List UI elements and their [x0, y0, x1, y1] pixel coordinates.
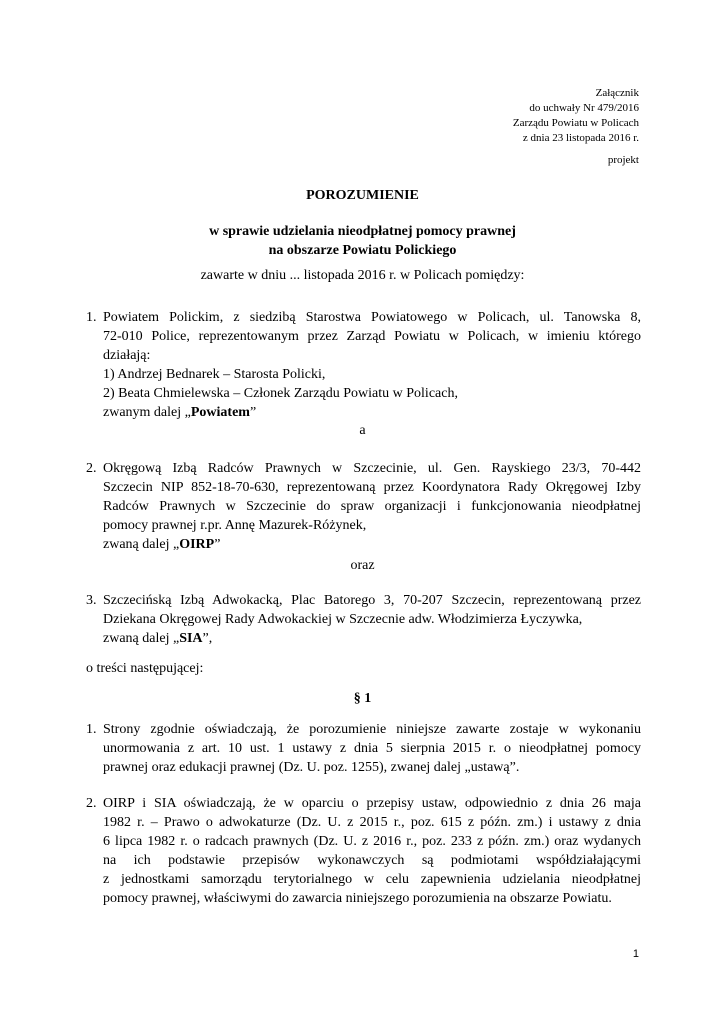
item-2-number: 2. [86, 796, 97, 811]
document-subtitle [0, 222, 725, 260]
representative-1: 1) Andrzej Bednarek – Starosta Policki, [103, 367, 326, 382]
agreement-intro: zawarte w dniu ... listopada 2016 r. w Policach pomiędzy: [200, 268, 525, 283]
item-2-line: z jednostkami samorządu terytorialnego w celu zapewnienia udzielania nieodpłatnej [103, 872, 641, 887]
item-2-line: pomocy prawnej, właściwymi do zawarcia niniejszego porozumienia na obszarze Powiatu. [103, 891, 612, 906]
separator-a: a [359, 423, 366, 438]
party-1-line: działają: [103, 348, 151, 363]
party-2 [86, 459, 641, 554]
draft-label: projekt [607, 154, 639, 166]
party-2-alias: zwaną dalej „OIRP” [103, 537, 221, 552]
party-3-alias: zwaną dalej „SIA”, [103, 631, 213, 646]
party-3-line: Dziekana Okręgowej Rady Adwokackiej w Szczecnie adw. Włodzimierza Łyczywka, [103, 612, 583, 627]
party-2-line: Radców Prawnych w Szczecinie do spraw organizacji i funkcjonowania nieodpłatnej [103, 499, 641, 514]
content-intro: o treści następującej: [86, 661, 204, 676]
annex-header [513, 86, 639, 146]
representative-2: 2) Beata Chmielewska – Członek Zarządu Powiatu w Policach, [103, 386, 458, 401]
party-3-line: Szczecińską Izbą Adwokacką, Plac Batorego 3, 70-207 Szczecin, reprezentowaną przez [103, 593, 641, 608]
item-1-line: unormowania z art. 10 ust. 1 ustawy z dnia 5 sierpnia 2015 r. o nieodpłatnej pomocy [103, 741, 641, 756]
party-2-number: 2. [86, 461, 97, 476]
annex-label: Załącznik [595, 87, 639, 99]
document-title: POROZUMIENIE [306, 188, 419, 203]
party-2-line: pomocy prawnej r.pr. Annę Mazurek-Różynek, [103, 518, 367, 533]
party-2-line: Szczecin NIP 852-18-70-630, reprezentowaną przez Koordynatora Rady Okręgowej Izby [103, 480, 641, 495]
section-heading: § 1 [353, 691, 372, 706]
resolution-number: do uchwały Nr 479/2016 [529, 102, 639, 114]
party-1-number: 1. [86, 310, 97, 325]
separator-oraz: oraz [350, 558, 375, 573]
resolution-date: z dnia 23 listopada 2016 r. [522, 132, 639, 144]
item-1-line: prawnej oraz edukacji prawnej (Dz. U. poz. 1255), zwanej dalej „ustawą”. [103, 760, 520, 775]
item-2-line: na ich podstawie przepisów wykonawczych są podmiotami współdziałającymi [103, 853, 641, 868]
party-1-line: Powiatem Polickim, z siedzibą Starostwa Powiatowego w Policach, ul. Tanowska 8, [103, 310, 641, 325]
party-1-line: 72-010 Police, reprezentowanym przez Zarząd Powiatu w Policach, w imieniu którego [103, 329, 641, 344]
party-1-alias: zwanym dalej „Powiatem” [103, 405, 257, 420]
subtitle-line-1: w sprawie udzielania nieodpłatnej pomocy prawnej [209, 224, 516, 239]
issuing-body: Zarządu Powiatu w Policach [512, 117, 639, 129]
item-2-line: 1982 r. – Prawo o adwokaturze (Dz. U. z 2015 r., poz. 615 z późn. zm.) i ustawy z dnia [103, 815, 641, 830]
item-2-line: OIRP i SIA oświadczają, że w oparciu o przepisy ustaw, odpowiednio z dnia 26 maja [103, 796, 641, 811]
page-number: 1 [632, 948, 639, 960]
item-2-line: 6 lipca 1982 r. o radcach prawnych (Dz. U. z 2016 r., poz. 233 z późn. zm.) oraz wydanych [103, 834, 641, 849]
party-1 [86, 308, 641, 422]
item-1-line: Strony zgodnie oświadczają, że porozumienie niniejsze zawarte zostaje w wykonaniu [103, 722, 641, 737]
item-1-number: 1. [86, 722, 97, 737]
party-3-number: 3. [86, 593, 97, 608]
party-2-line: Okręgową Izbą Radców Prawnych w Szczecinie, ul. Gen. Rayskiego 23/3, 70-442 [103, 461, 641, 476]
party-3 [86, 591, 641, 648]
section-1-item-2 [86, 794, 641, 908]
subtitle-line-2: na obszarze Powiatu Polickiego [268, 243, 457, 258]
section-1-item-1 [86, 720, 641, 777]
